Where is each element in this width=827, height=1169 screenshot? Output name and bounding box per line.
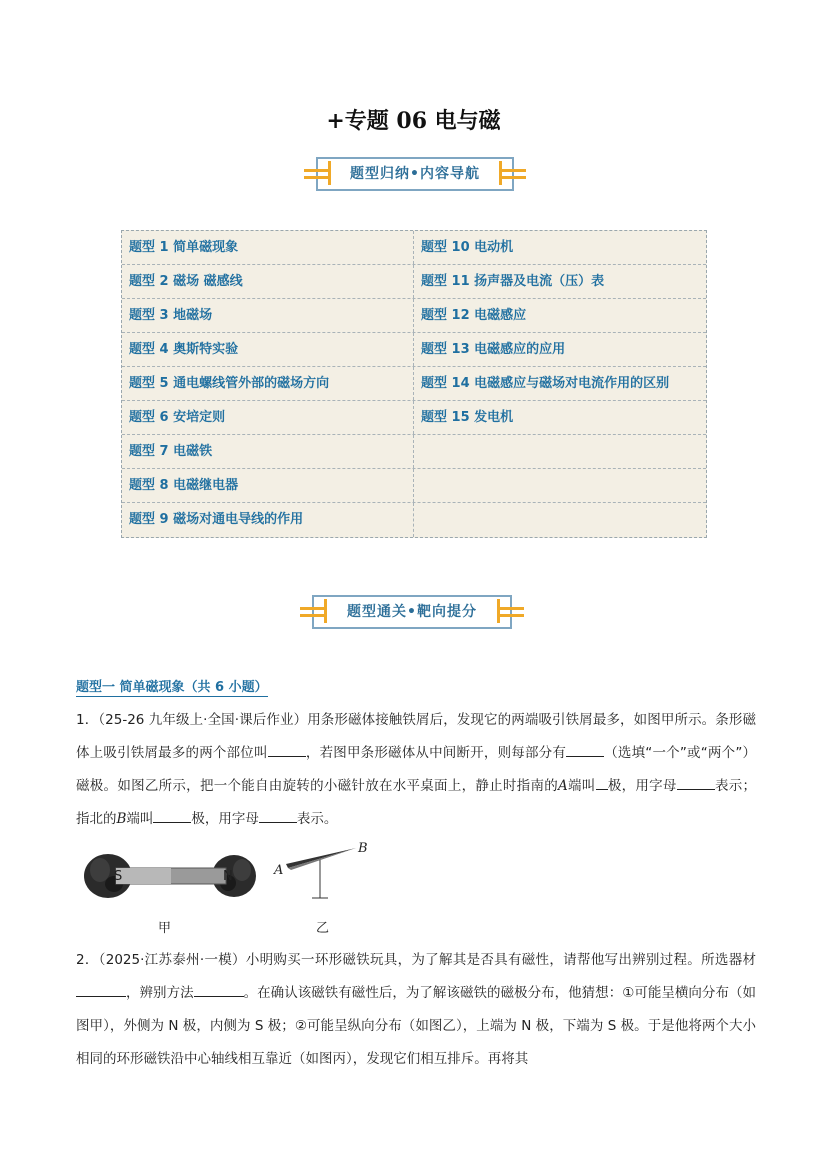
question-text: 极，用字母 [607,778,677,794]
section-heading[interactable]: 题型一 简单磁现象（共 6 小题） [76,676,268,697]
answer-blank[interactable] [596,775,608,790]
toc-item-empty [414,469,706,502]
compass-needle-icon [286,848,356,898]
banner-decoration-icon [502,167,526,181]
toc-item[interactable]: 题型 10 电动机 [421,240,514,255]
toc-item[interactable]: 题型 2 磁场 磁感线 [122,265,414,298]
toc-item[interactable]: 题型 9 磁场对通电导线的作用 [122,503,414,537]
variable-label: B [116,811,127,827]
variable-label: A [558,778,568,794]
question-text: 1．（25-26 九年级上·全国·课后作业）用条形磁体接触铁屑后，发现它的两端吸引铁屑最多，如图甲所示。条形磁体上吸引铁屑最多的两个部位叫 [76,712,756,761]
banner-decoration-icon [304,167,328,181]
banner-bar-icon [324,599,327,623]
question-text: ，辨别方法 [126,985,194,1001]
answer-blank[interactable] [76,982,126,997]
toc-banner-label: 题型归纳•内容导航 [350,166,480,182]
answer-blank[interactable] [194,982,244,997]
question-text: （选填“一个”或“两个”）磁极。如图乙所示，把一个能自由旋转的小磁针放在水平桌面上，静止时指南的 [76,745,757,794]
figure-label-jia: 甲 [158,921,172,936]
practice-banner-label: 题型通关•靶向提分 [347,604,477,620]
toc-item[interactable]: 题型 4 奥斯特实验 [122,333,414,366]
toc-item[interactable]: 题型 5 通电螺线管外部的磁场方向 [122,367,414,400]
toc-row [122,299,706,333]
page-title: +专题 06 电与磁 [326,108,501,134]
banner-bar-icon [328,161,331,185]
toc-item[interactable]: 题型 8 电磁继电器 [122,469,414,502]
toc-banner [316,157,514,191]
toc-row [122,401,706,435]
toc-item[interactable]: 题型 7 电磁铁 [122,435,414,468]
question-2 [76,944,756,1076]
toc-row [122,503,706,537]
figure-label-yi: 乙 [316,921,330,936]
toc-item[interactable]: 题型 1 简单磁现象 [122,231,414,264]
question-text: 极，用字母 [191,811,259,827]
point-b-label: B [358,841,368,856]
toc-row [122,435,706,469]
question-text: 端叫 [567,778,596,794]
question-text: 表示。 [296,811,338,827]
toc-table [121,230,707,538]
question-text: 2．（2025·江苏泰州·一模）小明购买一环形磁铁玩具，为了解其是否具有磁性，请帮他写出辨别过程。所选器材 [76,952,756,968]
toc-item[interactable]: 题型 12 电磁感应 [421,308,527,323]
banner-decoration-icon [500,605,524,619]
toc-item-empty [414,503,706,537]
question-text: 表示；指北的 [76,778,757,827]
toc-row [122,367,706,401]
toc-item-empty [414,435,706,468]
point-a-label: A [274,863,284,878]
toc-row [122,265,706,299]
toc-item[interactable]: 题型 6 安培定则 [122,401,414,434]
toc-row [122,333,706,367]
toc-row [122,469,706,503]
answer-blank[interactable] [677,775,715,790]
answer-blank[interactable] [153,808,191,823]
toc-item[interactable]: 题型 15 发电机 [421,410,514,425]
practice-banner [312,595,512,629]
toc-item[interactable]: 题型 13 电磁感应的应用 [421,342,566,357]
toc-item[interactable]: 题型 11 扬声器及电流（压）表 [421,274,605,289]
answer-blank[interactable] [268,742,306,757]
answer-blank[interactable] [566,742,604,757]
banner-decoration-icon [300,605,324,619]
question-text: 端叫 [126,811,154,827]
toc-row [122,231,706,265]
toc-item[interactable]: 题型 3 地磁场 [122,299,414,332]
magnet-figure [76,836,396,936]
question-text: 。在确认该磁铁有磁性后，为了解该磁铁的磁极分布，他猜想：①可能呈横向分布（如图甲），外侧为 N 极，内侧为 S 极；②可能呈纵向分布（如图乙），上端为 N 极，下端为 S 极。于是他将两个大小相同的环形磁铁沿中心轴线相互靠近（如图丙），发现它们相互排斥。再将其 [76,985,756,1067]
pole-s-label: S [114,869,123,884]
pole-n-label: N [223,869,233,884]
question-text: ，若图甲条形磁体从中间断开，则每部分有 [305,745,567,761]
answer-blank[interactable] [259,808,297,823]
question-1 [76,704,756,836]
toc-item[interactable]: 题型 14 电磁感应与磁场对电流作用的区别 [421,376,670,391]
